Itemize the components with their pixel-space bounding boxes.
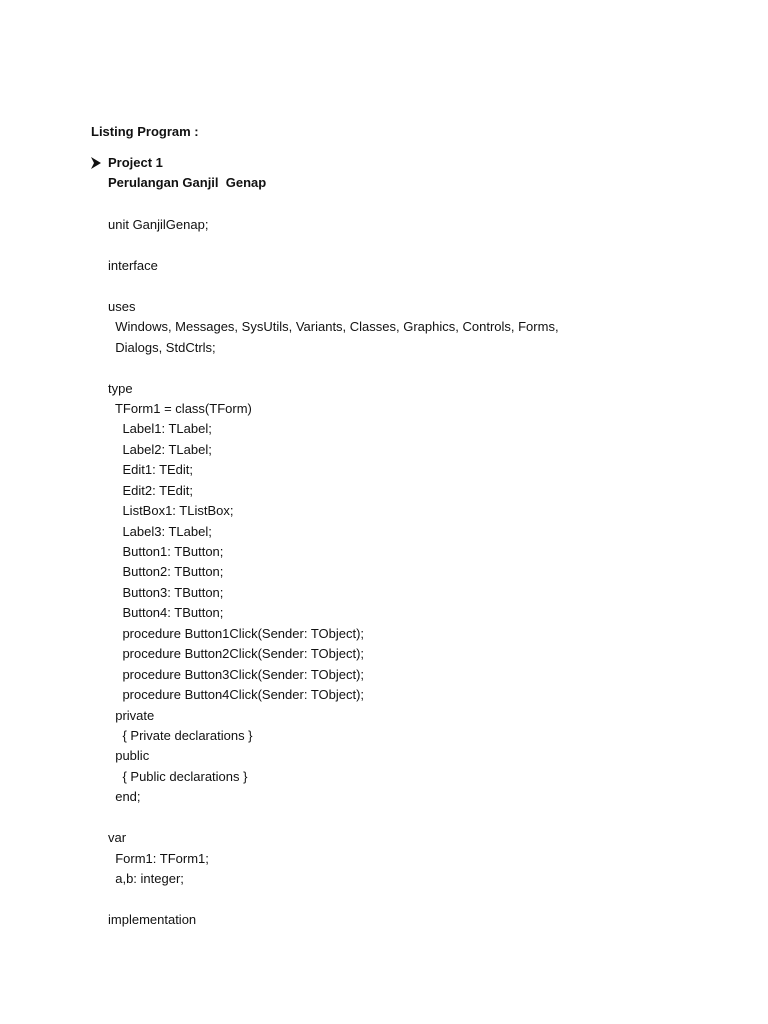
code-line xyxy=(108,358,559,378)
code-line: a,b: integer; xyxy=(108,871,184,886)
code-line: procedure Button4Click(Sender: TObject); xyxy=(108,687,365,703)
code-line: Button1: TButton; xyxy=(108,544,224,559)
code-line: type xyxy=(108,380,133,396)
code-line: implementation xyxy=(108,911,197,927)
listing-heading: Listing Program : xyxy=(91,124,199,139)
code-line: Button4: TButton; xyxy=(108,605,224,621)
code-line: procedure Button1Click(Sender: TObject); xyxy=(108,625,365,641)
code-line: Edit2: TEdit; xyxy=(108,482,194,498)
code-line xyxy=(108,889,559,909)
code-line: uses xyxy=(108,298,136,314)
project-title: Project 1 xyxy=(108,155,163,170)
code-listing xyxy=(108,215,559,930)
code-line: { Public declarations } xyxy=(108,768,248,784)
code-line: Edit1: TEdit; xyxy=(108,462,194,478)
code-line: Button2: TButton; xyxy=(108,564,224,580)
code-line: { Private declarations } xyxy=(108,727,253,743)
code-line: Dialogs, StdCtrls; xyxy=(108,339,216,355)
code-line: ListBox1: TListBox; xyxy=(108,503,234,519)
code-line: Label1: TLabel; xyxy=(108,421,212,437)
code-line: Form1: TForm1; xyxy=(108,850,209,866)
code-line: procedure Button2Click(Sender: TObject); xyxy=(108,646,365,662)
code-line: procedure Button3Click(Sender: TObject); xyxy=(108,666,365,682)
code-line: TForm1 = class(TForm) xyxy=(108,400,252,416)
project-subtitle: Perulangan Ganjil Genap xyxy=(108,175,267,190)
arrowhead-bullet-icon xyxy=(89,154,103,172)
code-line: public xyxy=(108,748,150,764)
code-line: Windows, Messages, SysUtils, Variants, Classes, Graphics, Controls, Forms, xyxy=(108,319,559,335)
code-line: interface xyxy=(108,257,158,273)
code-line: Button3: TButton; xyxy=(108,584,224,600)
code-line: var xyxy=(108,830,127,846)
code-line xyxy=(108,235,559,255)
code-line: unit GanjilGenap; xyxy=(108,217,209,232)
code-line: end; xyxy=(108,789,141,805)
code-line xyxy=(108,808,559,828)
code-line: Label3: TLabel; xyxy=(108,523,212,539)
code-line: private xyxy=(108,707,155,723)
code-line xyxy=(108,276,559,296)
code-line: Label2: TLabel; xyxy=(108,441,212,457)
